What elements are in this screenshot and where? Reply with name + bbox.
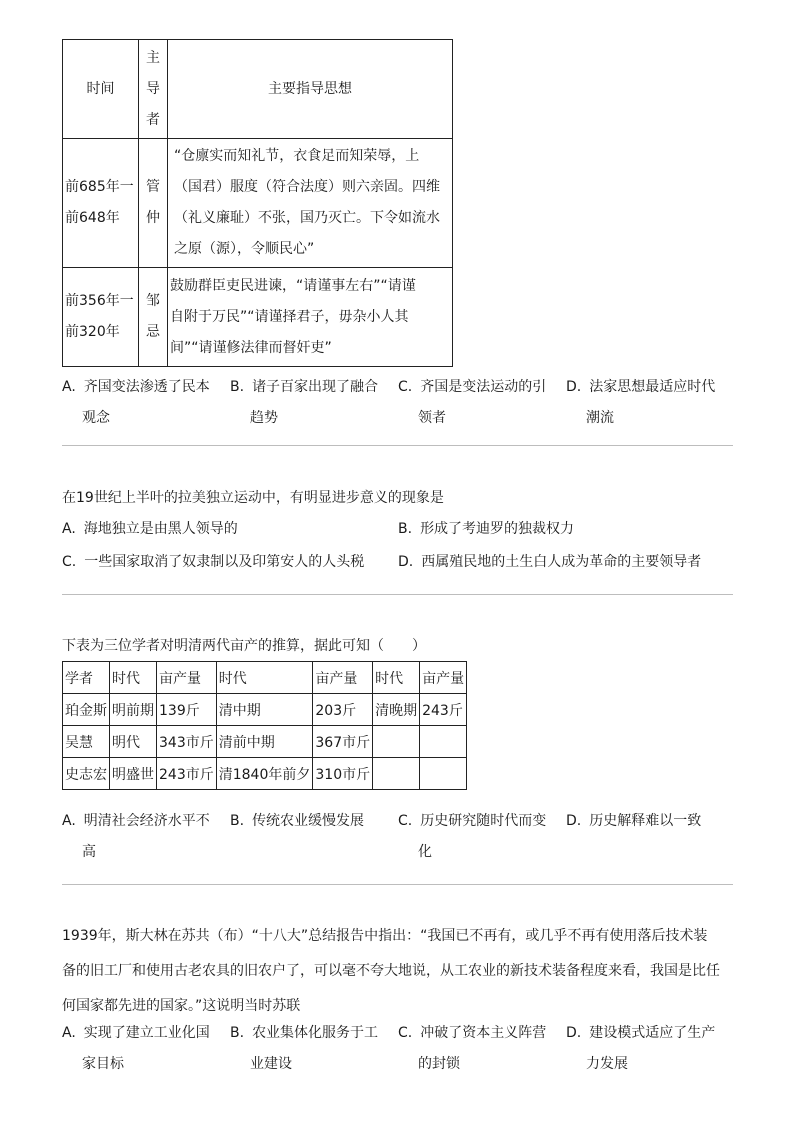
- question3-stem: 下表为三位学者对明清两代亩产的推算，据此可知（ ）: [62, 638, 426, 654]
- header-cell: 学者: [63, 662, 110, 694]
- option-b[interactable]: [398, 514, 574, 545]
- option-label: A.: [62, 813, 76, 829]
- option-c[interactable]: [398, 372, 558, 434]
- table-cell: 367市斤: [313, 726, 373, 758]
- table-cell: 清1840年前夕: [216, 758, 313, 790]
- option-label: C.: [62, 554, 77, 570]
- header-cell: 亩产量: [420, 662, 467, 694]
- option-text: 历史解释难以一致: [589, 813, 702, 829]
- option-text: 明清社会经济水平不: [83, 813, 210, 829]
- table-cell: 史志宏: [63, 758, 110, 790]
- option-label: A.: [62, 1025, 76, 1041]
- option-label: D.: [566, 1025, 582, 1041]
- header-leader: [139, 40, 168, 139]
- cell-text: “仓廪实而知礼节，衣食足而知荣辱，上: [174, 148, 420, 164]
- table-row: [63, 268, 453, 367]
- option-text: 一些国家取消了奴隶制以及印第安人的人头税: [84, 554, 365, 570]
- option-label: C.: [398, 813, 413, 829]
- option-text: 实现了建立工业化国: [83, 1025, 210, 1041]
- option-text: 历史研究随时代而变: [420, 813, 547, 829]
- option-text: 领者: [418, 410, 446, 426]
- option-label: B.: [230, 813, 245, 829]
- table-cell: 310市斤: [313, 758, 373, 790]
- question-divider: [62, 594, 733, 595]
- cell-leader: [139, 268, 168, 367]
- option-label: C.: [398, 1025, 413, 1041]
- table-cell: [420, 726, 467, 758]
- option-text: 家目标: [82, 1056, 124, 1072]
- question2-stem: 在19世纪上半叶的拉美独立运动中，有明显进步意义的现象是: [62, 490, 444, 506]
- cell-text: 前685年一: [65, 179, 134, 195]
- option-text: 农业集体化服务于工: [252, 1025, 379, 1041]
- cell-text: 之原（源），令顺民心”: [174, 241, 315, 257]
- option-text: 西属殖民地的土生白人成为革命的主要领导者: [421, 554, 702, 570]
- option-text: 建设模式适应了生产: [589, 1025, 716, 1041]
- header-leader-char: 者: [146, 111, 160, 128]
- cell-leader: [139, 139, 168, 268]
- question1-table: [62, 39, 453, 367]
- option-text: 诸子百家出现了融合: [252, 379, 379, 395]
- option-a[interactable]: [62, 514, 238, 545]
- table-row: [63, 694, 467, 726]
- table-cell: 243市斤: [157, 758, 217, 790]
- cell-text: （礼义廉耻）不张，国乃灭亡。下令如流水: [174, 210, 440, 226]
- option-label: A.: [62, 521, 76, 537]
- option-text: 齐国是变法运动的引: [420, 379, 547, 395]
- option-b[interactable]: [230, 806, 390, 837]
- header-thought: 主要指导思想: [168, 40, 453, 139]
- option-text: 力发展: [586, 1056, 628, 1072]
- header-cell: 亩产量: [313, 662, 373, 694]
- table-row: [63, 758, 467, 790]
- option-text: 海地独立是由黑人领导的: [83, 521, 238, 537]
- cell-text: 间”“请谨修法律而督奸吏”: [170, 339, 332, 356]
- header-cell: 亩产量: [157, 662, 217, 694]
- stem-line: 备的旧工厂和使用古老农具的旧农户了，可以毫不夸大地说，从工农业的新技术装备程度来看，我国是比任: [62, 963, 720, 979]
- option-b[interactable]: [230, 1018, 390, 1080]
- option-label: D.: [566, 379, 582, 395]
- option-text: 齐国变法渗透了民本: [83, 379, 210, 395]
- header-leader-char: 导: [146, 80, 160, 97]
- cell-time: [63, 139, 139, 268]
- question-divider: [62, 884, 733, 885]
- cell-text: 仲: [146, 210, 160, 226]
- option-d[interactable]: [566, 1018, 734, 1080]
- option-label: C.: [398, 379, 413, 395]
- header-time: 时间: [63, 40, 139, 139]
- cell-text: 前356年一: [65, 293, 134, 309]
- table-cell: 139斤: [157, 694, 217, 726]
- header-leader-char: 主: [146, 49, 160, 66]
- header-cell: 时代: [110, 662, 157, 694]
- table-cell: 清晚期: [373, 694, 420, 726]
- option-text: 化: [418, 844, 432, 860]
- option-label: A.: [62, 379, 76, 395]
- table-cell: 明代: [110, 726, 157, 758]
- cell-text: 管: [146, 179, 160, 195]
- table-cell: 清中期: [216, 694, 313, 726]
- table-cell: [373, 758, 420, 790]
- cell-text: 邹: [146, 293, 160, 309]
- option-text: 观念: [82, 410, 110, 426]
- option-d[interactable]: [566, 806, 734, 837]
- question-divider: [62, 445, 733, 446]
- table-cell: [420, 758, 467, 790]
- option-text: 的封锁: [418, 1056, 460, 1072]
- stem-line: 1939年，斯大林在苏共（布）“十八大”总结报告中指出：“我国已不再有，或几乎不再有使用落后技术装: [62, 928, 708, 944]
- option-text: 趋势: [250, 410, 278, 426]
- table-cell: 203斤: [313, 694, 373, 726]
- table-header-row: [63, 40, 453, 139]
- option-text: 传统农业缓慢发展: [252, 813, 365, 829]
- option-text: 法家思想最适应时代: [589, 379, 716, 395]
- table-cell: 明盛世: [110, 758, 157, 790]
- table-cell: 243斤: [420, 694, 467, 726]
- option-text: 形成了考迪罗的独裁权力: [420, 521, 575, 537]
- cell-text: 鼓励群臣吏民进谏，“请谨事左右”“请谨: [170, 277, 416, 294]
- option-a[interactable]: [62, 806, 222, 868]
- option-label: B.: [230, 1025, 245, 1041]
- cell-text: （国君）服度（符合法度）则六亲固。四维: [174, 179, 440, 195]
- cell-thought: [168, 268, 453, 367]
- cell-text: 自附于万民”“请谨择君子，毋杂小人其: [170, 308, 409, 325]
- option-text: 潮流: [586, 410, 614, 426]
- option-a[interactable]: [62, 372, 222, 434]
- stem-line: 何国家都先进的国家。”这说明当时苏联: [62, 998, 301, 1014]
- option-text: 高: [82, 844, 96, 860]
- option-label: B.: [230, 379, 245, 395]
- cell-text: 前648年: [65, 210, 120, 226]
- cell-text: 忌: [146, 324, 160, 340]
- table-cell: 清前中期: [216, 726, 313, 758]
- header-cell: 时代: [216, 662, 313, 694]
- option-c[interactable]: [398, 1018, 558, 1080]
- option-c[interactable]: [398, 806, 558, 868]
- table-cell: 吴慧: [63, 726, 110, 758]
- table-header-row: [63, 662, 467, 694]
- option-label: D.: [566, 813, 582, 829]
- header-cell: 时代: [373, 662, 420, 694]
- option-c[interactable]: [62, 547, 364, 578]
- option-label: D.: [398, 554, 414, 570]
- option-d[interactable]: [566, 372, 734, 434]
- option-label: B.: [398, 521, 413, 537]
- table-cell: [373, 726, 420, 758]
- cell-time: [63, 268, 139, 367]
- option-text: 业建设: [250, 1056, 292, 1072]
- option-b[interactable]: [230, 372, 390, 434]
- question3-table: [62, 661, 467, 790]
- option-d[interactable]: [398, 547, 701, 578]
- cell-thought: [168, 139, 453, 268]
- question4-stem: [62, 919, 737, 1024]
- table-cell: 明前期: [110, 694, 157, 726]
- table-row: [63, 139, 453, 268]
- option-text: 冲破了资本主义阵营: [420, 1025, 547, 1041]
- option-a[interactable]: [62, 1018, 222, 1080]
- table-row: [63, 726, 467, 758]
- table-cell: 珀金斯: [63, 694, 110, 726]
- cell-text: 前320年: [65, 324, 120, 340]
- table-cell: 343市斤: [157, 726, 217, 758]
